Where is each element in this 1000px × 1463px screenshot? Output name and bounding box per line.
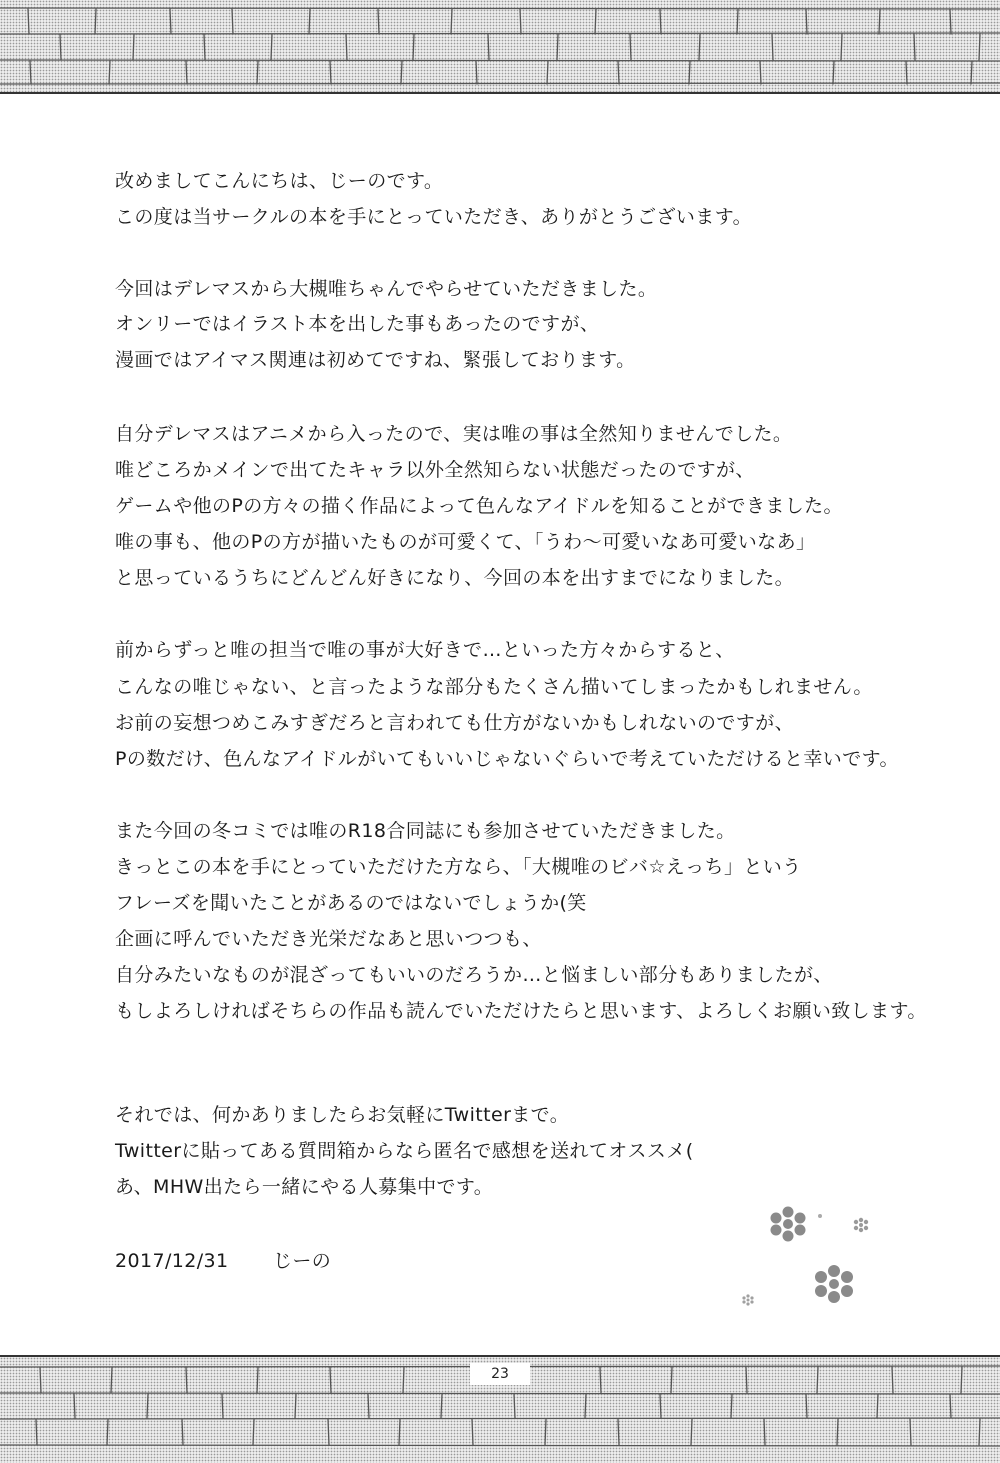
text-line: 自分みたいなものが混ざってもいいのだろうか…と悩ましい部分もありましたが、 (115, 964, 833, 986)
text-line: こんなの唯じゃない、と言ったような部分もたくさん描いてしまったかもしれません。 (115, 676, 873, 698)
text-line: オンリーではイラスト本を出した事もあったのですが、 (115, 313, 600, 335)
text-line: 企画に呼んでいただき光栄だなあと思いつつも、 (115, 928, 542, 950)
text-line: それでは、何かありましたらお気軽にTwitterまで。 (115, 1104, 570, 1126)
text-line: 今回はデレマスから大槻唯ちゃんでやらせていただきました。 (115, 278, 658, 300)
text-line: お前の妄想つめこみすぎだろと言われても仕方がないかもしれないのですが、 (115, 712, 795, 734)
text-line: この度は当サークルの本を手にとっていただき、ありがとうございます。 (115, 206, 752, 228)
snowflake-large-icon (771, 1207, 806, 1242)
text-line: 前からずっと唯の担当で唯の事が大好きで…といった方々からすると、 (115, 639, 735, 661)
text-line: また今回の冬コミでは唯のR18合同誌にも参加させていただきました。 (115, 820, 736, 842)
page-number: 23 (470, 1363, 530, 1385)
text-line: フレーズを聞いたことがあるのではないでしょうか(笑 (115, 892, 587, 914)
snowflake-medium-icon (815, 1265, 853, 1303)
signature-date: 2017/12/31 (115, 1250, 229, 1272)
dot-icon (818, 1214, 822, 1218)
snowflake-tiny-icon (742, 1294, 753, 1305)
text-line: 改めましてこんにちは、じーのです。 (115, 170, 444, 192)
text-line: Twitterに貼ってある質問箱からなら匿名で感想を送れてオススメ( (115, 1140, 694, 1162)
text-line: もしよろしければそちらの作品も読んでいただけたらと思います、よろしくお願い致します。 (115, 1000, 927, 1022)
text-line: 唯どころかメインで出てたキャラ以外全然知らない状態だったのですが、 (115, 459, 755, 481)
text-line: と思っているうちにどんどん好きになり、今回の本を出すまでになりました。 (115, 567, 795, 589)
signature-author: じーの (273, 1250, 332, 1272)
text-line: 漫画ではアイマス関連は初めてですね、緊張しております。 (115, 349, 636, 371)
text-line: Pの数だけ、色んなアイドルがいてもいいじゃないぐらいで考えていただけると幸いです。 (115, 748, 899, 770)
text-line: 自分デレマスはアニメから入ったので、実は唯の事は全然知りませんでした。 (115, 423, 793, 445)
text-line: あ、MHW出たら一緒にやる人募集中です。 (115, 1176, 494, 1198)
snowflake-small-icon (854, 1218, 868, 1232)
text-line: 唯の事も、他のPの方が描いたものが可愛くて、「うわ～可愛いなあ可愛いなあ」 (115, 531, 816, 553)
text-line: ゲームや他のPの方々の描く作品によって色んなアイドルを知ることができました。 (115, 495, 843, 517)
snowflake-decoration (740, 1190, 890, 1320)
text-line: きっとこの本を手にとっていただけた方なら、「大槻唯のビバ☆えっち」という (115, 856, 802, 878)
